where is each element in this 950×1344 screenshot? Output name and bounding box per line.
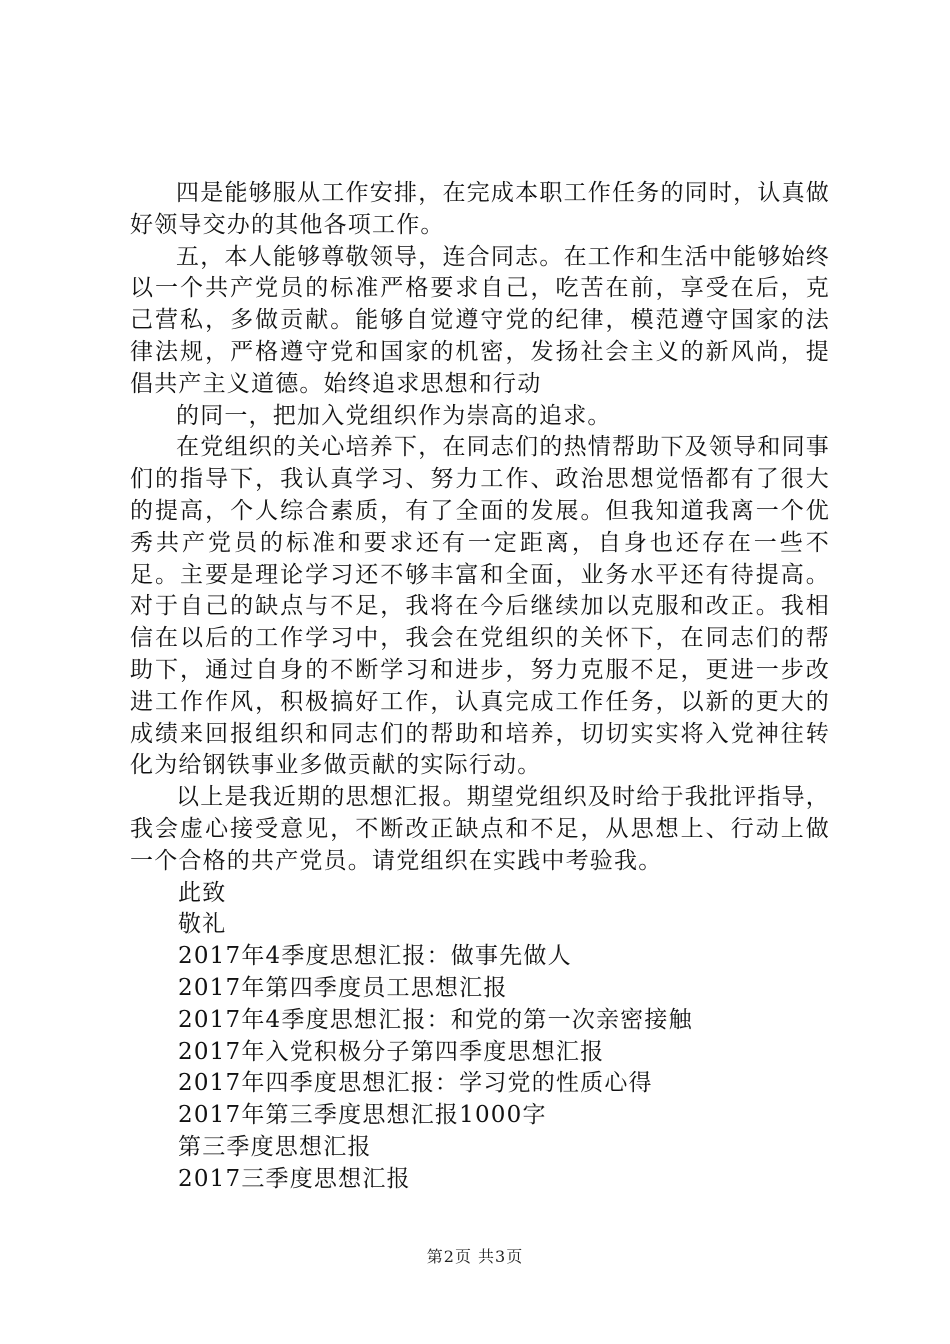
document-body: [130, 178, 830, 1196]
page-number-footer: 第2页 共3页: [426, 1247, 524, 1266]
paragraph-work-arrangement: 四是能够服从工作安排，在完成本职工作任务的同时，认真做好领导交办的其他各项工作。: [130, 180, 830, 238]
closing-salutation: 此致: [178, 879, 227, 906]
related-title: 2017年第三季度思想汇报1000字: [178, 1102, 547, 1129]
closing-regards: 敬礼: [178, 911, 227, 938]
related-title: 2017年第四季度员工思想汇报: [178, 974, 508, 1001]
related-title: 2017年四季度思想汇报：学习党的性质心得: [178, 1070, 653, 1097]
paragraph-conclusion: 以上是我近期的思想汇报。期望党组织及时给于我批评指导，我会虚心接受意见，不断改正缺点和不足，从思想上、行动上做一个合格的共产党员。请党组织在实践中考验我。: [130, 784, 830, 874]
related-title: 第三季度思想汇报: [178, 1133, 372, 1160]
related-title: 2017年入党积极分子第四季度思想汇报: [178, 1038, 605, 1065]
related-title: 2017三季度思想汇报: [178, 1165, 411, 1192]
related-title: 2017年4季度思想汇报：做事先做人: [178, 943, 572, 970]
paragraph-continuation: 的同一，把加入党组织作为崇高的追求。: [176, 402, 612, 429]
related-title: 2017年4季度思想汇报：和党的第一次亲密接触: [178, 1006, 693, 1033]
paragraph-self-assessment: 在党组织的关心培养下，在同志们的热情帮助下及领导和同事们的指导下，我认真学习、努力工作、政治思想觉悟都有了很大的提高，个人综合素质，有了全面的发展。但我知道我离一个优秀共产党员的标准和要求还有一定距离，自身也还存在一些不足。主要是理论学习还不够丰富和全面，业务水平还有待提高。对于自己的缺点与不足，我将在今后继续加以克服和改正。我相信在以后的工作学习中，我会在党组织的关怀下，在同志们的帮助下，通过自身的不断学习和进步，努力克服不足，更进一步改进工作作风，积极搞好工作，认真完成工作任务，以新的更大的成绩来回报组织和同志们的帮助和培养，切切实实将入党神往转化为给钢铁事业多做贡献的实际行动。: [130, 434, 830, 779]
paragraph-respect-leaders: 五，本人能够尊敬领导，连合同志。在工作和生活中能够始终以一个共产党员的标准严格要求自己，吃苦在前，享受在后，克己营私，多做贡献。能够自觉遵守党的纪律，模范遵守国家的法律法规，严格遵守党和国家的机密，发扬社会主义的新风尚，提倡共产主义道德。始终追求思想和行动: [130, 243, 830, 397]
